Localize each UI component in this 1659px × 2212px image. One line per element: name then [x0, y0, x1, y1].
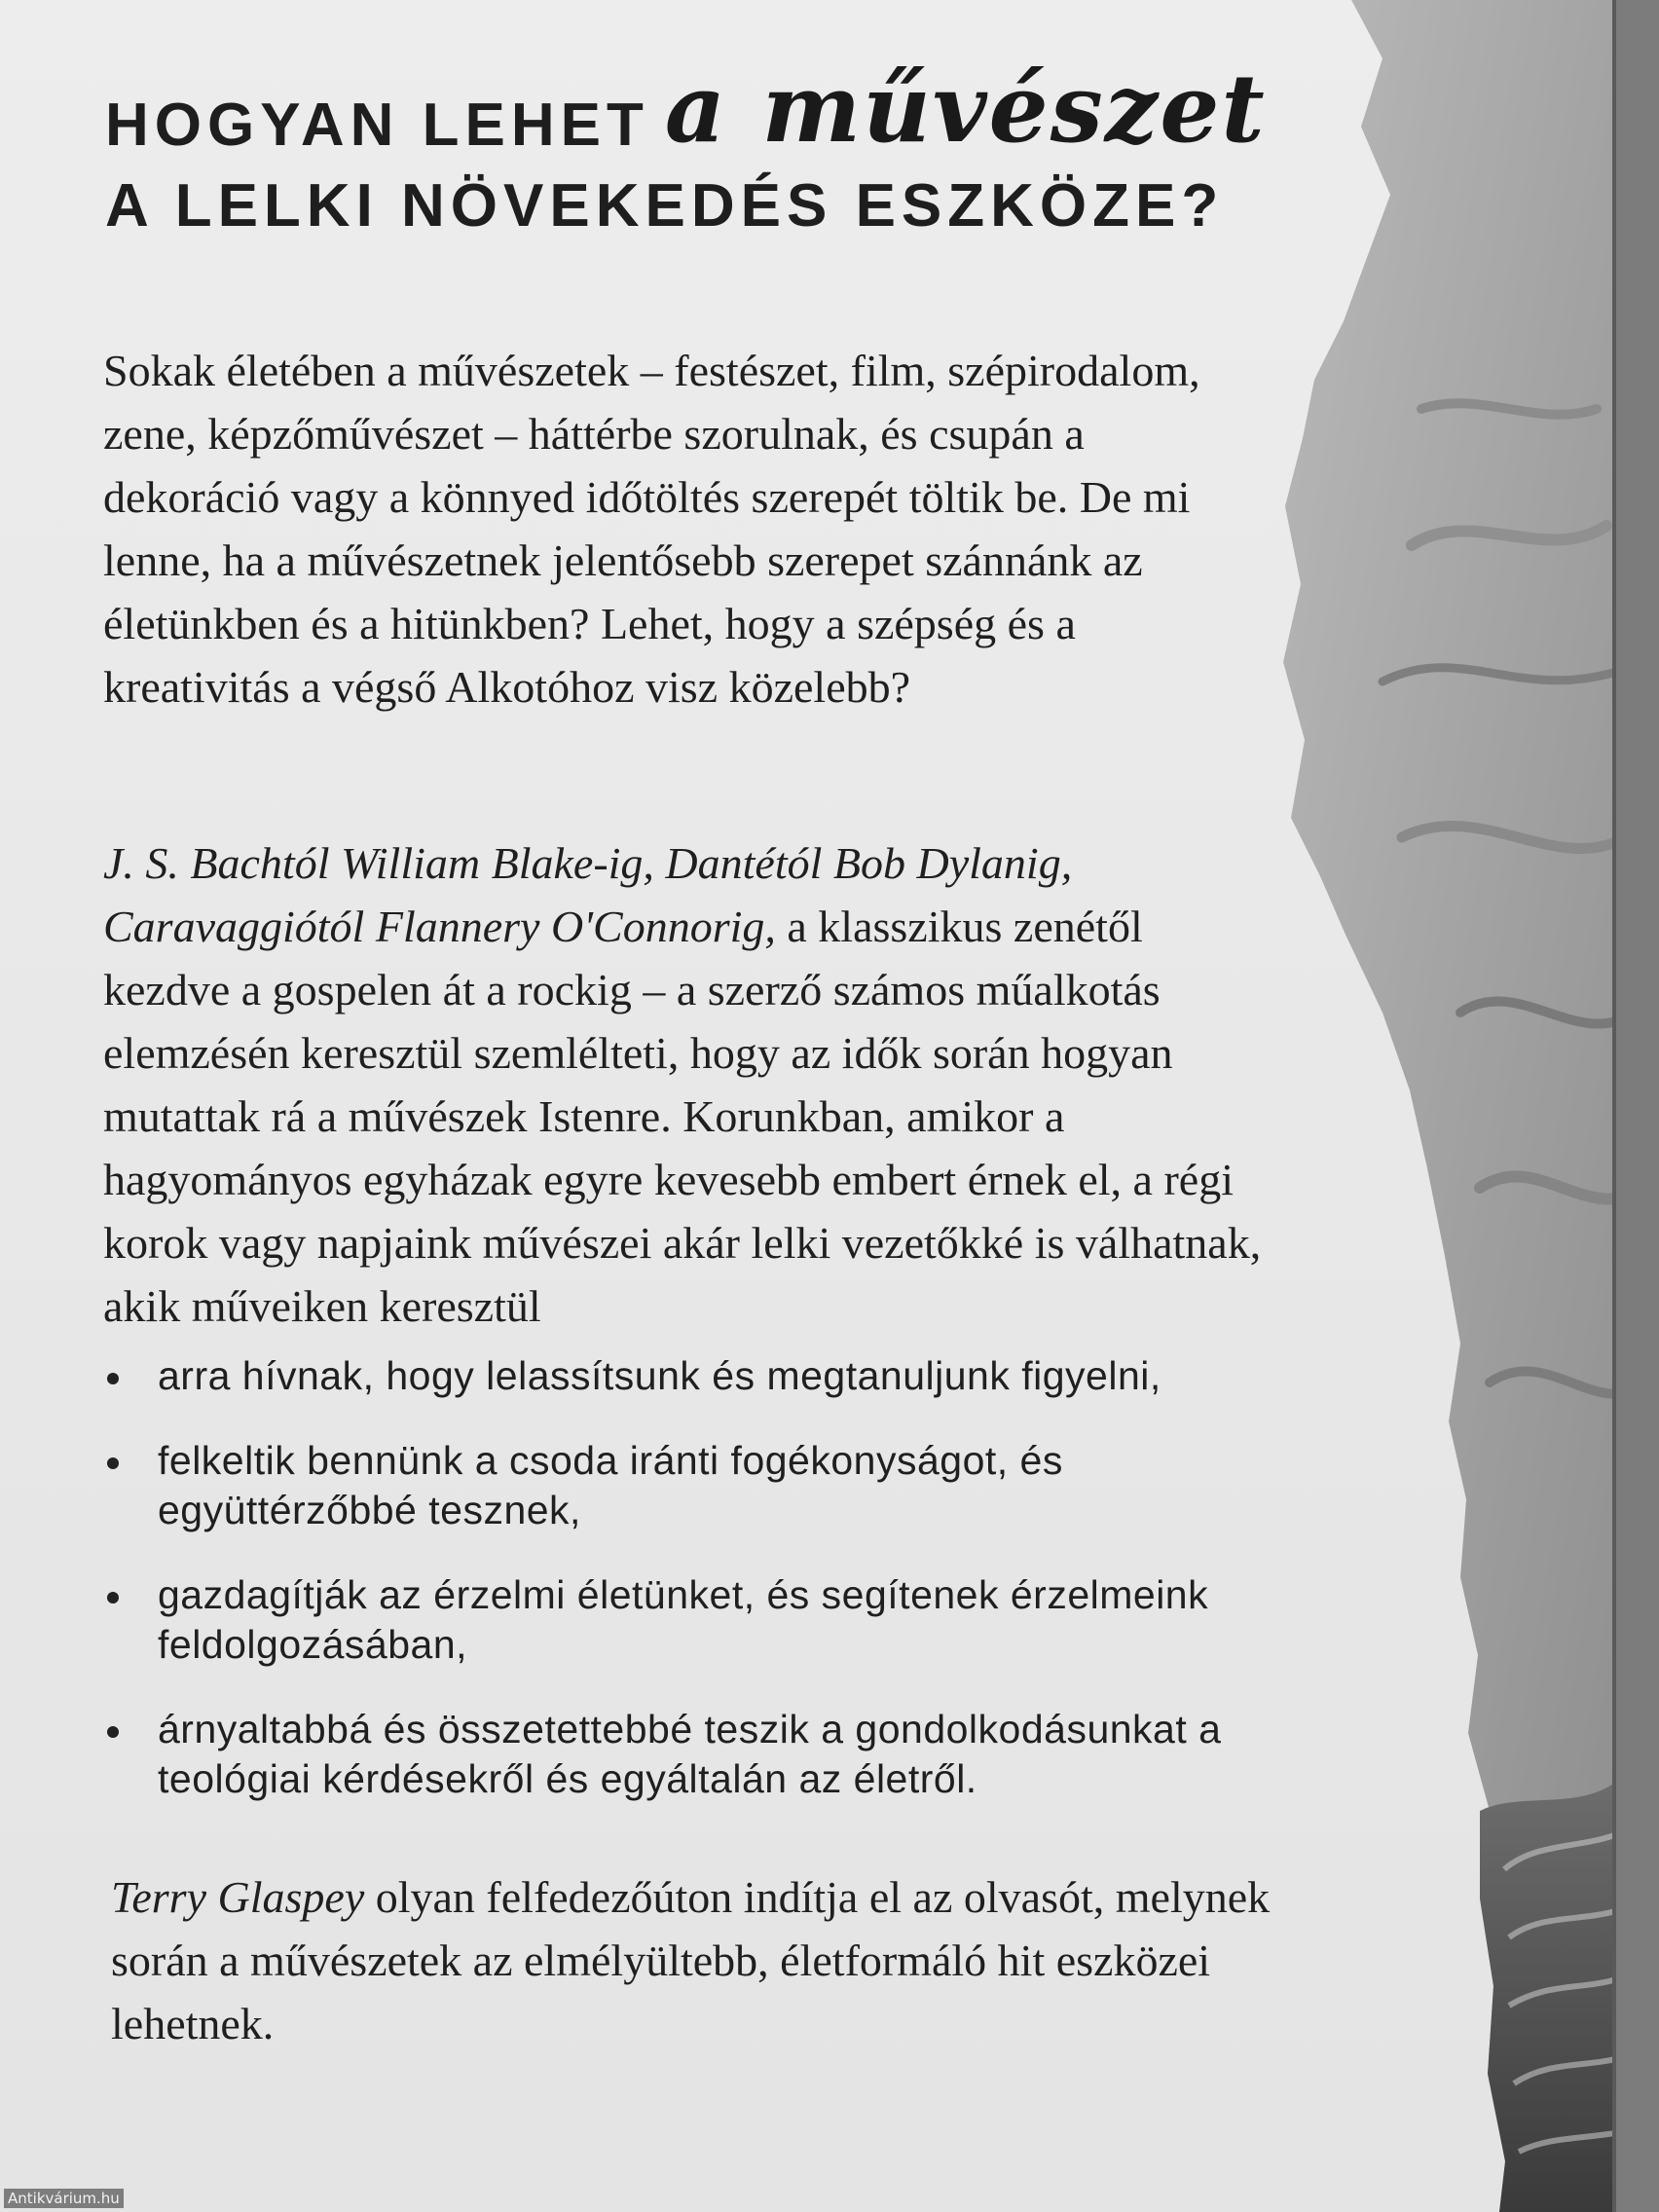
artist-names: J. S. Bachtól William Blake-ig, Dantétól Bob Dylanig, Caravaggiótól Flannery O'Connorig, — [103, 838, 1073, 951]
closing-text: olyan felfedezőúton indítja el az olvasót, melynek során a művészetek az elmélyültebb, életformáló hit eszközei lehetnek. — [111, 1872, 1271, 2048]
spine-strip — [1612, 0, 1659, 2212]
body-text: a klasszikus zenétől kezdve a gospelen át a rockig – a szerző számos műalkotás elemzésén keresztül szemlélteti, hogy az idők során hogyan mutattak rá a művészek Istenre. Korunkban, amikor a hagyományos egyházak egyre kevesebb embert érnek el, a régi korok vagy napjaink művészei akár lelki vezetőkké is válhatnak, akik műveiken keresztül — [103, 902, 1262, 1331]
watermark: Antikvárium.hu — [4, 2189, 124, 2208]
list-item: árnyaltabbá és összetettebbé teszik a gondolkodásunkat a teológiai kérdésekről és egyáltalán az életről. — [103, 1705, 1291, 1804]
list-item: felkeltik bennünk a csoda iránti fogékonyságot, és együttérzőbbé tesznek, — [103, 1436, 1291, 1535]
heading-line-2: A LELKI NÖVEKEDÉS ESZKÖZE? — [105, 172, 1225, 240]
list-item: gazdagítják az érzelmi életünket, és segítenek érzelmeink feldolgozásában, — [103, 1570, 1291, 1670]
heading-line-1 — [105, 54, 1303, 167]
heading-script-word: a művészet — [664, 54, 1267, 164]
intro-paragraph: Sokak életében a művészetek – festészet, film, szépirodalom, zene, képzőművészet – háttérbe szorulnak, és csupán a dekoráció vagy a könnyed időtöltés szerepét töltik be. De mi lenne, ha a művészetnek jelentősebb szerepet szánnánk az életünkben és a hitünkben? Lehet, hogy a szépség és a kreativitás a végső Alkotóhoz visz közelebb? — [103, 346, 1200, 712]
benefits-list — [103, 1351, 1291, 1839]
cover-heading — [105, 54, 1303, 245]
author-name: Terry Glaspey — [111, 1872, 365, 1922]
heading-prefix: HOGYAN LEHET — [105, 92, 649, 159]
list-item: arra hívnak, hogy lelassítsunk és megtanuljunk figyelni, — [103, 1351, 1291, 1401]
closing-paragraph — [111, 1865, 1279, 2055]
body-paragraph — [103, 831, 1272, 1338]
